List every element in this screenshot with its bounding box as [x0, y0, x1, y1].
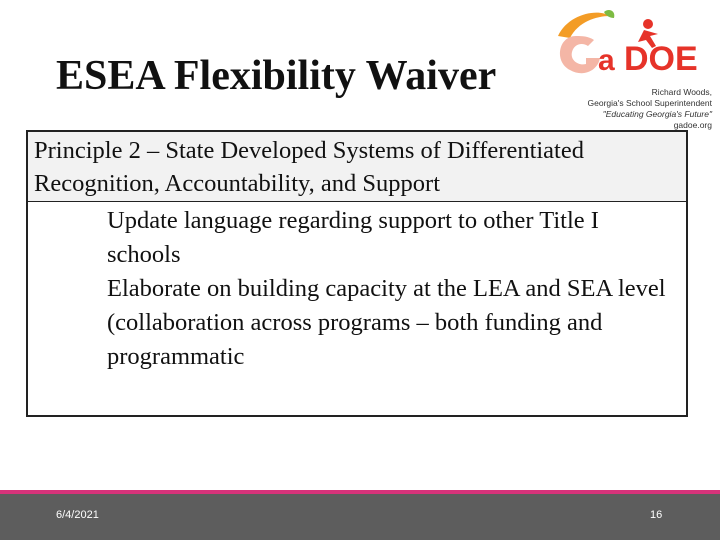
logo-tagline: "Educating Georgia's Future" [602, 109, 712, 119]
content-box [26, 130, 688, 417]
gadoe-logo [548, 6, 720, 130]
principle-heading: Principle 2 – State Developed Systems of Differentiated Recognition, Accountability, and Support [34, 137, 584, 197]
principle-band [28, 132, 686, 202]
logo-website: gadoe.org [673, 120, 712, 130]
superintendent-name: Richard Woods, [651, 87, 712, 97]
gadoe-logo-mark [548, 6, 720, 86]
footer-bar [0, 494, 720, 540]
svg-text:a: a [598, 44, 615, 77]
page-number: 16 [650, 509, 663, 521]
bullet-item: Elaborate on building capacity at the LEA and SEA level (collaboration across programs – both funding and programmatic [107, 275, 666, 370]
superintendent-title: Georgia's School Superintendent [587, 98, 712, 108]
bullet-list [28, 202, 686, 374]
slide-title: ESEA Flexibility Waiver [56, 53, 497, 99]
footer-date: 6/4/2021 [56, 509, 99, 521]
svg-text:DOE: DOE [624, 40, 698, 78]
bullet-item: Update language regarding support to other Title I schools [107, 207, 599, 268]
